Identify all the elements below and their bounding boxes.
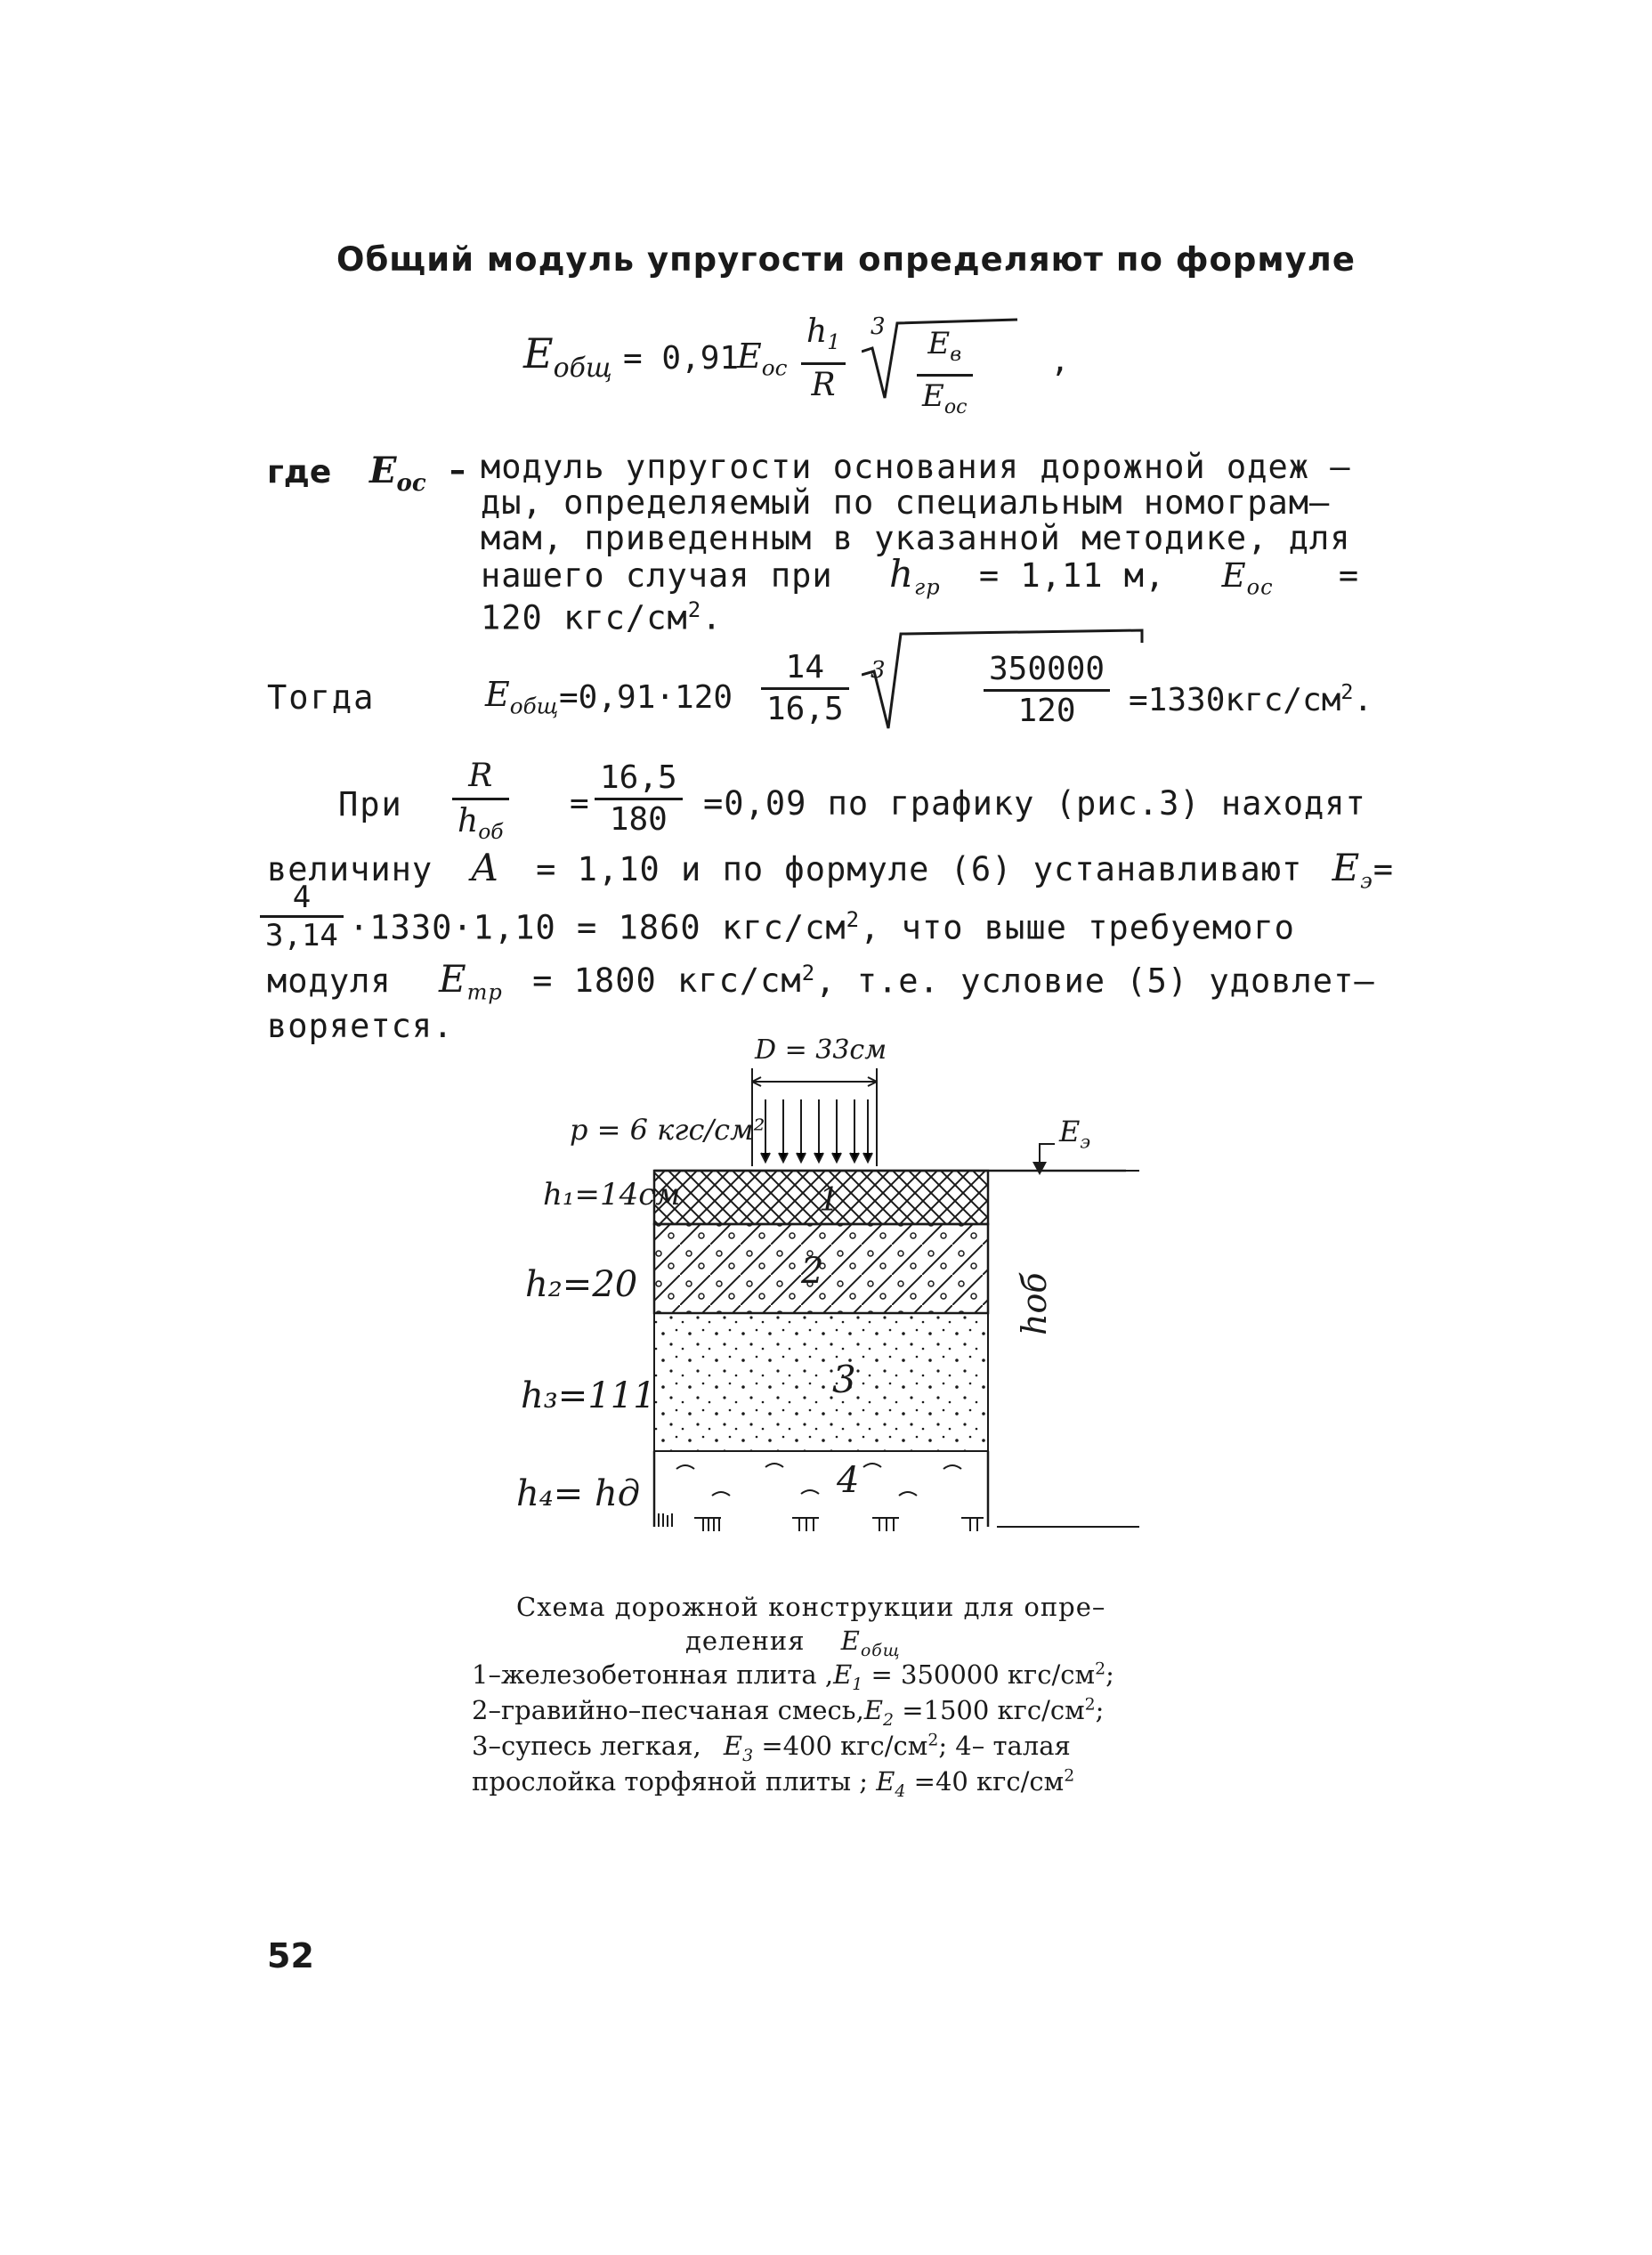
formula1-frac-den: R [811, 367, 836, 404]
caption-line3-c: ; [1105, 1659, 1114, 1690]
caption-line5-b: =400 кгс/см [761, 1731, 928, 1761]
para2-frac2-num: 16,5 [595, 758, 683, 800]
definition-line5-end: . [701, 598, 723, 637]
caption-line4-c: ; [1095, 1695, 1105, 1725]
definition-line4-b: = 1,11 м, [978, 556, 1166, 595]
label-h4: h₄= hд [516, 1473, 641, 1514]
where-label: где [267, 454, 332, 491]
label-p: p = 6 кгс/см² [570, 1113, 765, 1147]
para2-line2-A: A [471, 846, 499, 889]
definition-line4-e: E [1221, 556, 1247, 595]
caption-line5-Esub: 3 [742, 1746, 754, 1765]
caption-line5-a: 3–супесь легкая, [472, 1731, 701, 1761]
formula1-root-den: E [922, 377, 944, 414]
layer-3-sandy-loam [654, 1313, 988, 1451]
page-number: 52 [267, 1936, 314, 1975]
formula1-eq: = 0,91 [623, 340, 740, 377]
para2-fraction-1 [452, 755, 509, 853]
caption-line6-sup: 2 [1064, 1766, 1075, 1786]
label-h2: h₂=20 [525, 1264, 638, 1305]
label-ee: E [1059, 1115, 1081, 1148]
para2-frac2-den: 180 [609, 801, 668, 838]
load-arrows [761, 1099, 872, 1162]
para2-line2-c: = [1373, 850, 1395, 888]
caption-line5-E: E [723, 1731, 743, 1761]
para2-line2-b: = 1,10 и по формуле (6) устанавливают [536, 850, 1303, 888]
definition-line4-h: h [888, 552, 915, 596]
layer-4-peat [654, 1451, 988, 1527]
definition-line-2: ды, определяемый по специальным номограм– [481, 483, 1331, 522]
para2-line2-a: величину [267, 850, 433, 888]
definition-line4-hsub: гр [914, 574, 941, 600]
calc-lhs-sub: общ [509, 693, 559, 719]
formula1-frac-num: h [806, 313, 828, 350]
definition-dash: – [449, 452, 466, 489]
calc-result-end: . [1353, 682, 1373, 718]
caption-line-1: Схема дорожной конструкции для опре– [516, 1592, 1106, 1622]
para2-line3-b: , что выше требуемого [860, 908, 1295, 947]
caption-line2-a: деления [685, 1626, 806, 1656]
label-layer-3: 3 [832, 1358, 856, 1401]
definition-symbol: E [369, 450, 397, 491]
para2-line3-a: ·1330·1,10 = 1860 кгс/см [349, 908, 846, 947]
formula1-eoc-sub: ос [761, 354, 788, 381]
caption-line3-E: E [833, 1659, 853, 1690]
para2-frac1-den-sub: об [478, 819, 504, 845]
caption-line4-a: 2–гравийно–песчаная смесь, [472, 1695, 864, 1725]
para2-line4-b: = 1800 кгс/см [532, 961, 802, 1001]
label-layer-4: 4 [837, 1460, 860, 1501]
para2-line4-a: модуля [267, 961, 392, 1001]
label-layer-1: 1 [819, 1182, 839, 1219]
caption-line3-sup: 2 [1095, 1659, 1106, 1679]
caption-line6-b: =40 кгс/см [913, 1766, 1065, 1797]
definition-line-3: мам, приведенным в указанной методике, для [481, 519, 1351, 557]
para2-fraction-2 [595, 758, 683, 840]
formula1-lhs: E [523, 329, 554, 377]
caption-line4-E: E [863, 1695, 883, 1725]
label-layer-2: 2 [801, 1251, 824, 1292]
peat-marks [659, 1464, 984, 1531]
caption-line6-E: E [876, 1766, 895, 1797]
para2-line3-sup: 2 [846, 907, 861, 932]
label-hob: hоб [1015, 1272, 1054, 1335]
definition-symbol-sub: ос [396, 470, 426, 497]
caption-line4-b: =1500 кгс/см [902, 1695, 1085, 1725]
calc-label: Тогда [267, 678, 376, 717]
para2-line4-sup: 2 [801, 961, 816, 986]
para2-frac1-num: R [452, 755, 509, 800]
para2-line4-E: E [438, 957, 467, 1002]
definition-line5: 120 кгс/см [481, 598, 688, 637]
definition-line4-a: нашего случая при [481, 556, 833, 595]
para2-line2-E: E [1332, 846, 1361, 889]
definition-line-1: модуль упругости основания дорожной одеж – [481, 448, 1351, 486]
formula1-lhs-sub: общ [553, 353, 612, 385]
caption-line4-Esub: 2 [882, 1710, 894, 1730]
calc-root-den: 120 [1017, 693, 1076, 729]
definition-line4-c: = [1338, 556, 1360, 595]
formula1-tail: , [1050, 343, 1070, 379]
para2-line4-Esub: тр [466, 979, 503, 1005]
para2-eq: = [570, 785, 589, 822]
calc-lhs: E [485, 675, 510, 714]
caption-line3-b: = 350000 кгс/см [871, 1659, 1096, 1690]
formula1-frac-num-sub: 1 [827, 329, 841, 355]
calc-fraction [761, 648, 849, 729]
label-h1: h₁=14см [543, 1177, 681, 1213]
calc-eq: =0,91·120 [559, 679, 733, 716]
caption-line2-E: E [840, 1626, 861, 1656]
caption-line2-Esub: общ [860, 1641, 901, 1660]
ee-marker [1032, 1162, 1047, 1175]
caption-line5-sup: 2 [927, 1731, 939, 1750]
para2-rest: =0,09 по графику (рис.3) находят [703, 784, 1366, 823]
calc-result-sup: 2 [1340, 679, 1354, 704]
formula1-fraction [801, 312, 846, 406]
para2-fraction-3 [260, 880, 344, 953]
para2-frac1-den: h [458, 803, 479, 840]
caption-line4-sup: 2 [1084, 1695, 1096, 1715]
para2-frac3-den: 3,14 [265, 918, 338, 953]
caption-line3-a: 1–железобетонная плита , [472, 1659, 834, 1690]
formula1-eoc: E [737, 337, 762, 376]
calc-root-index: 3 [871, 657, 886, 684]
calc-frac-den: 16,5 [766, 691, 844, 727]
calc-root-num: 350000 [984, 650, 1110, 692]
formula1-root-den-sub: ос [943, 394, 968, 418]
formula1-root-num: E [927, 326, 951, 361]
heading: Общий модуль упругости определяют по формуле [336, 240, 1356, 279]
label-d: D = 33см [755, 1034, 887, 1066]
definition-line4-esub: ос [1246, 574, 1274, 600]
formula1-root-fraction [917, 324, 973, 426]
para2-line2-Esub: э [1360, 868, 1373, 894]
calc-root-fraction [984, 650, 1110, 731]
definition-line5-sup: 2 [687, 597, 702, 622]
pri-label: При [338, 785, 403, 823]
calc-frac-num: 14 [761, 648, 849, 690]
formula1-root-index: 3 [871, 313, 886, 340]
caption-line5-c: ; 4– талая [938, 1731, 1071, 1761]
caption-line3-Esub: 1 [852, 1675, 863, 1694]
caption-line6-a: прослойка торфяной плиты ; [472, 1766, 869, 1797]
para2-line4-c: , т.е. условие (5) удовлет– [815, 961, 1375, 1001]
label-h3: h₃=111 [521, 1375, 656, 1416]
label-ee-sub: э [1080, 1131, 1091, 1153]
para2-frac3-num: 4 [260, 880, 344, 918]
para2-line5: воряется. [267, 1007, 454, 1045]
formula1-root-num-sub: в [950, 342, 962, 366]
caption-line6-Esub: 4 [895, 1781, 906, 1801]
calc-result: =1330кгс/см [1129, 682, 1341, 718]
